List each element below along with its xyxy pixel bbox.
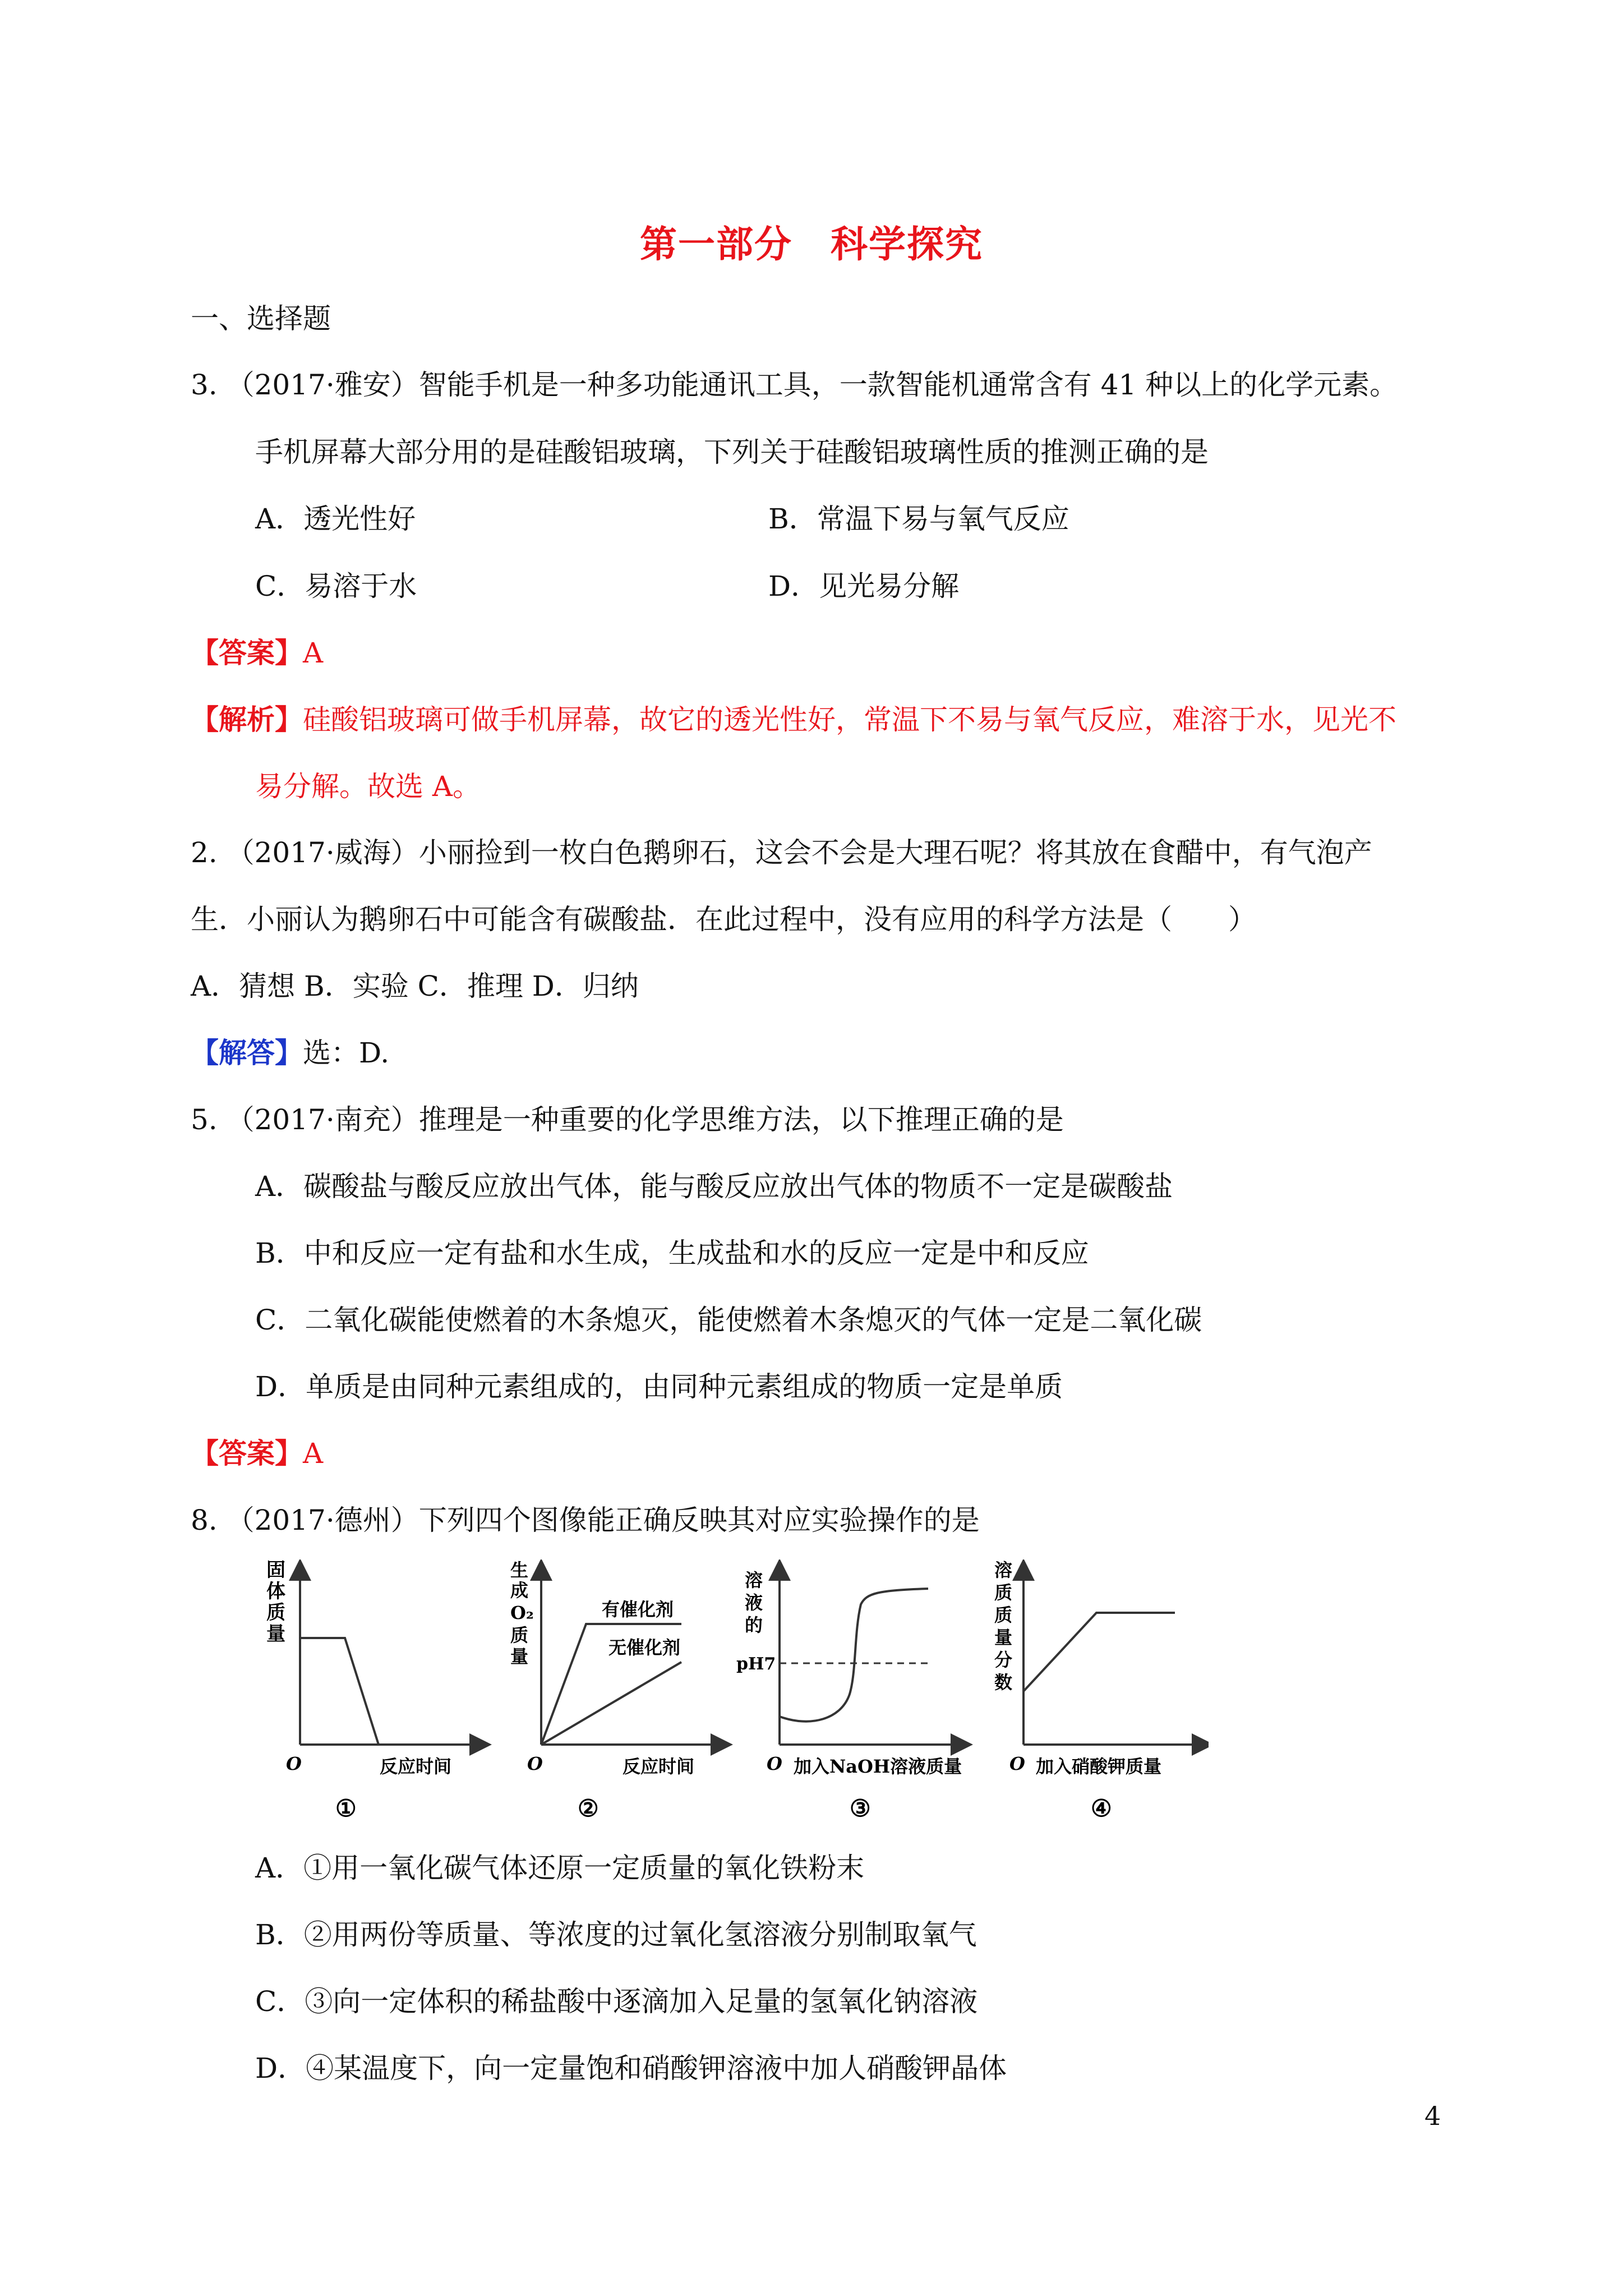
q3-option-c: C．易溶于水: [255, 570, 417, 602]
q5-answer: [191, 1437, 323, 1470]
graph-1-ylabel-2: 体: [266, 1580, 285, 1603]
page-number: 4: [1424, 2101, 1441, 2131]
q2-stem-line1: 2. （2017·威海）小丽捡到一枚白色鹅卵石，这会不会是大理石呢？将其放在食醋中，有气泡产: [191, 836, 1372, 869]
section-heading: 一、选择题: [191, 302, 331, 335]
graph-2: [510, 1559, 722, 1822]
graph-4-ylabel-1: 溶: [994, 1559, 1013, 1581]
graph-1: [266, 1559, 481, 1822]
graph-1-xlabel: 反应时间: [380, 1756, 452, 1777]
graph-3-curve: [780, 1589, 928, 1722]
graph-1-curve: [300, 1638, 379, 1745]
q3-option-b: B．常温下易与氧气反应: [768, 503, 1069, 535]
q2-answer-value: 选：D.: [303, 1037, 390, 1069]
q5-option-a: A．碳酸盐与酸反应放出气体，能与酸反应放出气体的物质不一定是碳酸盐: [255, 1170, 1173, 1203]
graph-4-number: ④: [1091, 1795, 1112, 1822]
graph-2-curve-no-catalyst: [541, 1662, 681, 1745]
graph-1-ylabel-4: 量: [266, 1623, 285, 1645]
graph-2-ylabel-3: O₂: [510, 1602, 534, 1623]
graph-3-ylabel-4: pH7: [736, 1654, 776, 1674]
q8-graphs-figure: [255, 1559, 1209, 1829]
graph-2-ylabel-1: 生: [510, 1559, 529, 1581]
q2-answer-label: 【解答】: [191, 1036, 303, 1069]
page-title: 第一部分 科学探究: [640, 223, 983, 266]
q2-stem-line2: 生．小丽认为鹅卵石中可能含有碳酸盐．在此过程中，没有应用的科学方法是（ ）: [191, 903, 1256, 936]
graph-2-xlabel: 反应时间: [623, 1756, 695, 1777]
graph-1-number: ①: [335, 1795, 357, 1822]
graph-4-curve: [1023, 1613, 1175, 1691]
graph-4-origin: O: [1009, 1753, 1025, 1774]
q3-option-a: A．透光性好: [255, 503, 416, 535]
q3-stem-line2: 手机屏幕大部分用的是硅酸铝玻璃，下列关于硅酸铝玻璃性质的推测正确的是: [255, 436, 1209, 468]
q8-option-c: C．③向一定体积的稀盐酸中逐滴加入足量的氢氧化钠溶液: [255, 1985, 978, 2018]
q3-option-d: D．见光易分解: [768, 570, 960, 602]
q3-answer: [191, 636, 323, 670]
graph-3-xlabel: 加入NaOH溶液质量: [794, 1756, 962, 1777]
graph-3-origin: O: [767, 1753, 782, 1774]
graph-2-number: ②: [578, 1795, 599, 1822]
q8-option-d: D．④某温度下，向一定量饱和硝酸钾溶液中加人硝酸钾晶体: [255, 2052, 1007, 2085]
q3-analysis-text: 硅酸铝玻璃可做手机屏幕，故它的透光性好，常温下不易与氧气反应，难溶于水，见光不: [303, 703, 1396, 736]
graph-2-curve2-label: 无催化剂: [608, 1637, 681, 1658]
graph-4-ylabel-2: 质: [994, 1582, 1013, 1603]
q3-answer-label: 【答案】: [191, 636, 303, 669]
q8-option-b: B．②用两份等质量、等浓度的过氧化氢溶液分别制取氧气: [255, 1918, 977, 1951]
q3-analysis-line2: 易分解。故选 A。: [255, 770, 481, 803]
graph-4-ylabel-3: 质: [994, 1604, 1013, 1626]
graph-2-ylabel-5: 量: [510, 1646, 529, 1667]
q5-answer-label: 【答案】: [191, 1437, 303, 1470]
q5-option-d: D．单质是由同种元素组成的，由同种元素组成的物质一定是单质: [255, 1370, 1063, 1403]
q5-answer-value: A: [303, 1437, 324, 1470]
q2-answer: [191, 1036, 389, 1070]
q2-options: A．猜想 B．实验 C．推理 D．归纳: [191, 970, 639, 1002]
graph-2-origin: O: [527, 1753, 543, 1774]
q8-stem: 8. （2017·德州）下列四个图像能正确反映其对应实验操作的是: [191, 1504, 980, 1536]
graph-1-ylabel-1: 固: [266, 1559, 285, 1581]
graph-3-ylabel-3: 的: [745, 1614, 763, 1636]
graph-2-ylabel-2: 成: [510, 1580, 529, 1601]
graph-4-xlabel: 加入硝酸钾质量: [1036, 1756, 1162, 1777]
q5-option-b: B．中和反应一定有盐和水生成，生成盐和水的反应一定是中和反应: [255, 1237, 1089, 1269]
graph-4-ylabel-5: 分: [994, 1649, 1013, 1671]
q3-answer-value: A: [303, 637, 324, 669]
q5-option-c: C．二氧化碳能使燃着的木条熄灭，能使燃着木条熄灭的气体一定是二氧化碳: [255, 1304, 1202, 1336]
graph-2-ylabel-4: 质: [510, 1625, 529, 1646]
graph-3: [736, 1570, 962, 1822]
graph-4-ylabel-6: 数: [994, 1672, 1013, 1693]
graph-3-ylabel-1: 溶: [745, 1570, 763, 1591]
q5-stem: 5. （2017·南充）推理是一种重要的化学思维方法，以下推理正确的是: [191, 1103, 1064, 1136]
graph-1-ylabel-3: 质: [266, 1602, 285, 1624]
graph-3-ylabel-2: 液: [745, 1592, 763, 1613]
q8-option-a: A．①用一氧化碳气体还原一定质量的氧化铁粉末: [255, 1852, 865, 1884]
graph-3-number: ③: [850, 1795, 871, 1822]
graph-2-curve1-label: 有催化剂: [602, 1599, 674, 1620]
q3-analysis-line1: [191, 703, 1396, 737]
graph-4-ylabel-4: 量: [994, 1627, 1013, 1648]
q3-stem-line1: 3. （2017·雅安）智能手机是一种多功能通讯工具，一款智能机通常含有 41 种以上的化学元素。: [191, 369, 1398, 401]
graph-1-origin: O: [286, 1753, 302, 1774]
graph-4: [994, 1559, 1203, 1822]
q3-analysis-label: 【解析】: [191, 703, 303, 736]
